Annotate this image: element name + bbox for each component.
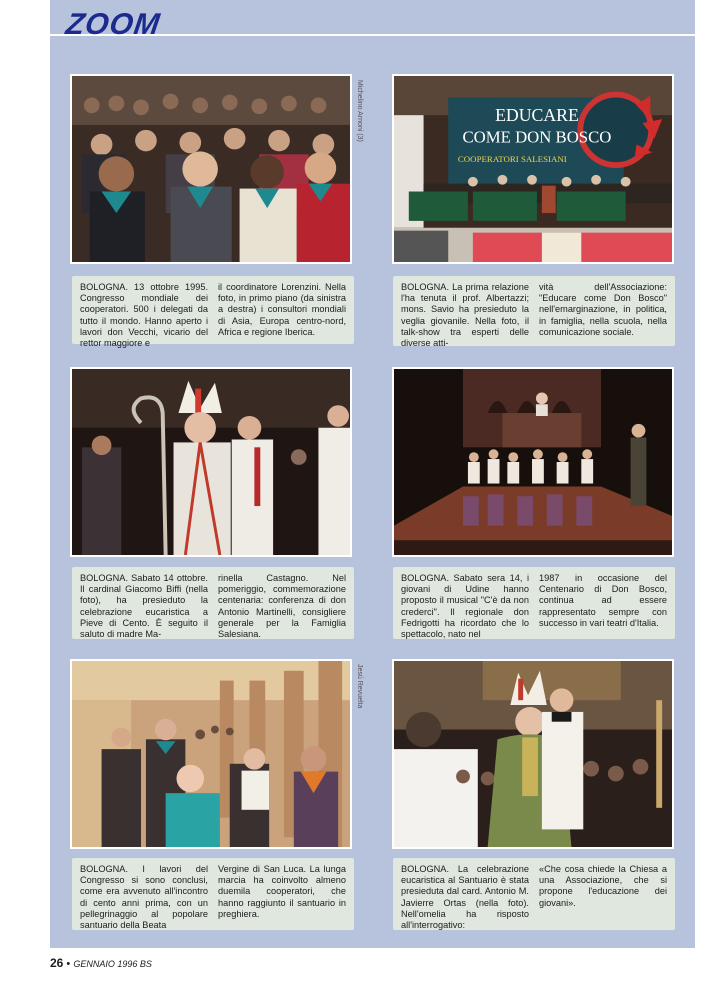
caption-right-column: Vergine di San Luca. La lunga marcia ha coinvolto almeno duemila cooperatori, che hanno raggiunto il santuario in preghiera. [218, 864, 346, 919]
caption-right-column: il coordinatore Lorenzini. Nella foto, in primo piano (da sinistra a destra) i consultori mondiali di Asia, Europa centro-nord, Africa e regione Iberica. [218, 282, 346, 337]
caption-right-column: 1987 in occasione del Centenario di Don Bosco, continua ad essere rappresentato sempre con successo in vari teatri d'Italia. [539, 573, 667, 628]
caption-right-column: rinella Castagno. Nel pomeriggio, commemorazione centenaria: conferenza di don Antonio Martinelli, consigliere generale per la Famiglia Salesiana. [218, 573, 346, 640]
page-footer [50, 956, 152, 970]
caption-panel-6 [393, 858, 675, 930]
caption-right-column: «Che cosa chiede la Chiesa a una Associazione, che si propone l'educazione dei giovani». [539, 864, 667, 908]
banner-line-1: EDUCARE [495, 105, 579, 126]
photo-credit-1: Michelino Arnoni (3) [356, 80, 363, 142]
caption-left-column: BOLOGNA. I lavori del Congresso si sono conclusi, come era avvenuto all'incontro di cento anni prima, con un pellegrinaggio al popolare santuario della Beata [80, 864, 208, 931]
photo-cardinal-javierre [392, 659, 674, 849]
photo-credit-5: Jesú Revuelta [356, 664, 363, 709]
caption-panel-3 [72, 567, 354, 639]
photo-cardinal-biffi [70, 367, 352, 557]
caption-panel-2 [393, 276, 675, 349]
photo-educare-stage [392, 74, 674, 264]
banner-line-3: COOPERATORI SALESIANI [457, 154, 567, 165]
caption-panel-5 [72, 858, 354, 930]
caption-left-column: BOLOGNA. La prima relazione l'ha tenuta il prof. Albertazzi; mons. Savio ha presieduto la veglia giovanile. Nella foto, il talk-show tra esperti delle diverse atti- [401, 282, 529, 349]
photo-pilgrimage-portico [70, 659, 352, 849]
caption-left-column: BOLOGNA. Sabato 14 ottobre. Il cardinal Giacomo Biffi (nella foto), ha presieduto la celebrazione eucaristica a Pieve di Cento. È seguito il saluto di madre Ma- [80, 573, 208, 640]
caption-right-column: vità dell'Associazione: "Educare come Don Bosco" nell'emarginazione, in politica, in famiglia, nella scuola, nella comunicazione sociale. [539, 282, 667, 337]
footer-separator: • [66, 958, 71, 970]
caption-panel-1 [72, 276, 354, 349]
caption-left-column: BOLOGNA. Sabato sera 14, i giovani di Udine hanno proposto il musical "C'è da non crederci". Il regionale don Fedrigotti ha ricordato che lo spettacolo, nato nel [401, 573, 529, 640]
caption-panel-4 [393, 567, 675, 639]
page-number: 26 [50, 956, 64, 970]
photo-musical-stage [392, 367, 674, 557]
zoom-logo: ZOOM [63, 8, 163, 41]
banner-line-2: COME DON BOSCO [462, 127, 612, 147]
caption-left-column: BOLOGNA. 13 ottobre 1995. Congresso mondiale dei cooperatori. 500 i delegati da tutto il mondo. Hanno aperto i lavori don Vecchi, vicario del rettor maggiore e [80, 282, 208, 349]
photo-congress-audience [70, 74, 352, 264]
issue-label: GENNAIO 1996 BS [73, 959, 152, 969]
caption-left-column: BOLOGNA. La celebrazione eucaristica al Santuario è stata presieduta dal card. Antonio M. Javierre Ortas (nella foto). Nell'omelia ha risposto all'interrogativo: [401, 864, 529, 931]
